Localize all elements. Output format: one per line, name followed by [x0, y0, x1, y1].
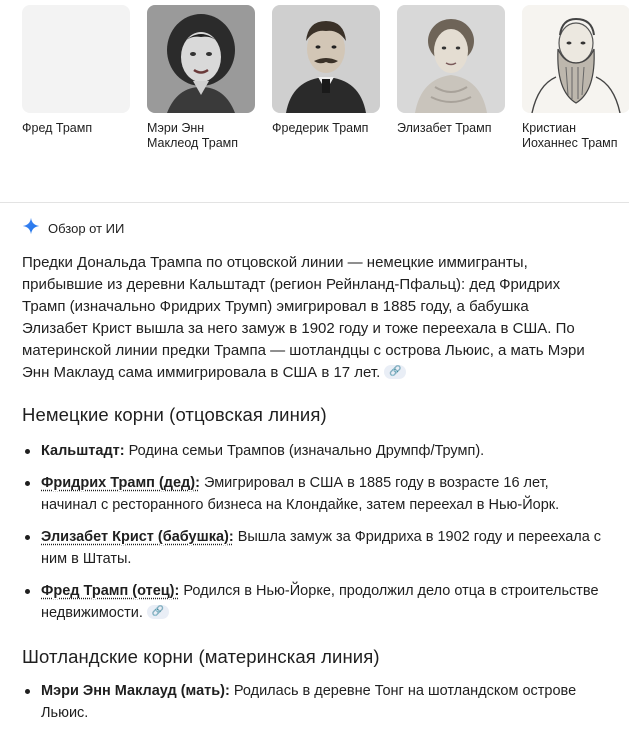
list-item	[22, 472, 602, 516]
person-photo[interactable]	[272, 5, 380, 113]
section-heading: Немецкие корни (отцовская линия)	[22, 404, 327, 425]
intro-text: Предки Дональда Трампа по отцовской линии — немецкие иммигранты, прибывшие из деревни Кальштадт (регион Рейнланд-Пфальц): дед Фридрих Трамп (изначально Фридрих Трумп) эмигрировал в 1885 году, а бабушка Элизабет Крист вышла за него замуж в 1902 году и тоже переехала в США. По материнской линии предки Трампа — шотландцы с острова Льюис, а мать Мэри Энн Маклауд сама иммигрировала в США в 17 лет.	[22, 254, 585, 381]
person-card[interactable]	[22, 5, 130, 151]
list-item	[22, 526, 602, 570]
list-term: Мэри Энн Маклауд (мать):	[41, 683, 230, 699]
list-text: Эмигрировал в США в 1885 году в возрасте 16 лет, начинал с ресторанного бизнеса на Клондайке, затем переехал в Нью-Йорк.	[41, 475, 560, 513]
list-term: Кальштадт:	[41, 443, 125, 459]
person-card[interactable]	[147, 5, 255, 151]
list-item	[22, 440, 602, 462]
list-item	[22, 680, 602, 724]
person-photo[interactable]	[522, 5, 629, 113]
person-name: Кристиан Иоханнес Трамп	[522, 121, 618, 150]
person-card[interactable]	[522, 5, 629, 151]
woman-vintage-portrait-image	[397, 5, 505, 113]
person-name: Фредерик Трамп	[272, 121, 369, 135]
list-text: Родилась в деревне Тонг на шотландском острове Льюис.	[41, 683, 577, 721]
list-text: Родина семьи Трампов (изначально Друмпф/Трумп).	[124, 443, 485, 459]
ai-overview-label: Обзор от ИИ	[48, 221, 125, 236]
section-list	[22, 440, 602, 634]
list-text: Вышла замуж за Фридриха в 1902 году и переехала с ним в Штаты.	[41, 529, 602, 567]
section-list	[22, 680, 602, 734]
ai-overview-header	[22, 217, 124, 240]
list-term-link[interactable]: Элизабет Крист (бабушка):	[41, 529, 234, 545]
list-term-link[interactable]: Фридрих Трамп (дед):	[41, 475, 200, 491]
man-mustache-portrait-image	[272, 5, 380, 113]
sparkle-icon	[22, 217, 40, 240]
person-name: Мэри Энн Маклеод Трамп	[147, 121, 239, 150]
divider	[0, 202, 629, 203]
list-text: Родился в Нью-Йорке, продолжил дело отца в строительстве недвижимости.	[41, 583, 599, 621]
person-photo[interactable]	[397, 5, 505, 113]
woman-portrait-image	[147, 5, 255, 113]
person-card[interactable]	[397, 5, 505, 151]
link-icon[interactable]: 🔗	[384, 365, 406, 379]
person-photo[interactable]	[147, 5, 255, 113]
person-name: Фред Трамп	[22, 121, 93, 135]
link-icon[interactable]: 🔗	[147, 605, 169, 619]
list-item	[22, 580, 602, 624]
person-photo-placeholder[interactable]	[22, 5, 130, 113]
section-heading: Шотландские корни (материнская линия)	[22, 646, 380, 667]
bearded-man-sketch-image	[522, 5, 629, 113]
ai-intro-paragraph	[22, 252, 590, 384]
people-carousel	[22, 5, 629, 151]
list-term-link[interactable]: Фред Трамп (отец):	[41, 583, 180, 599]
person-name: Элизабет Трамп	[397, 121, 492, 135]
person-card[interactable]	[272, 5, 380, 151]
